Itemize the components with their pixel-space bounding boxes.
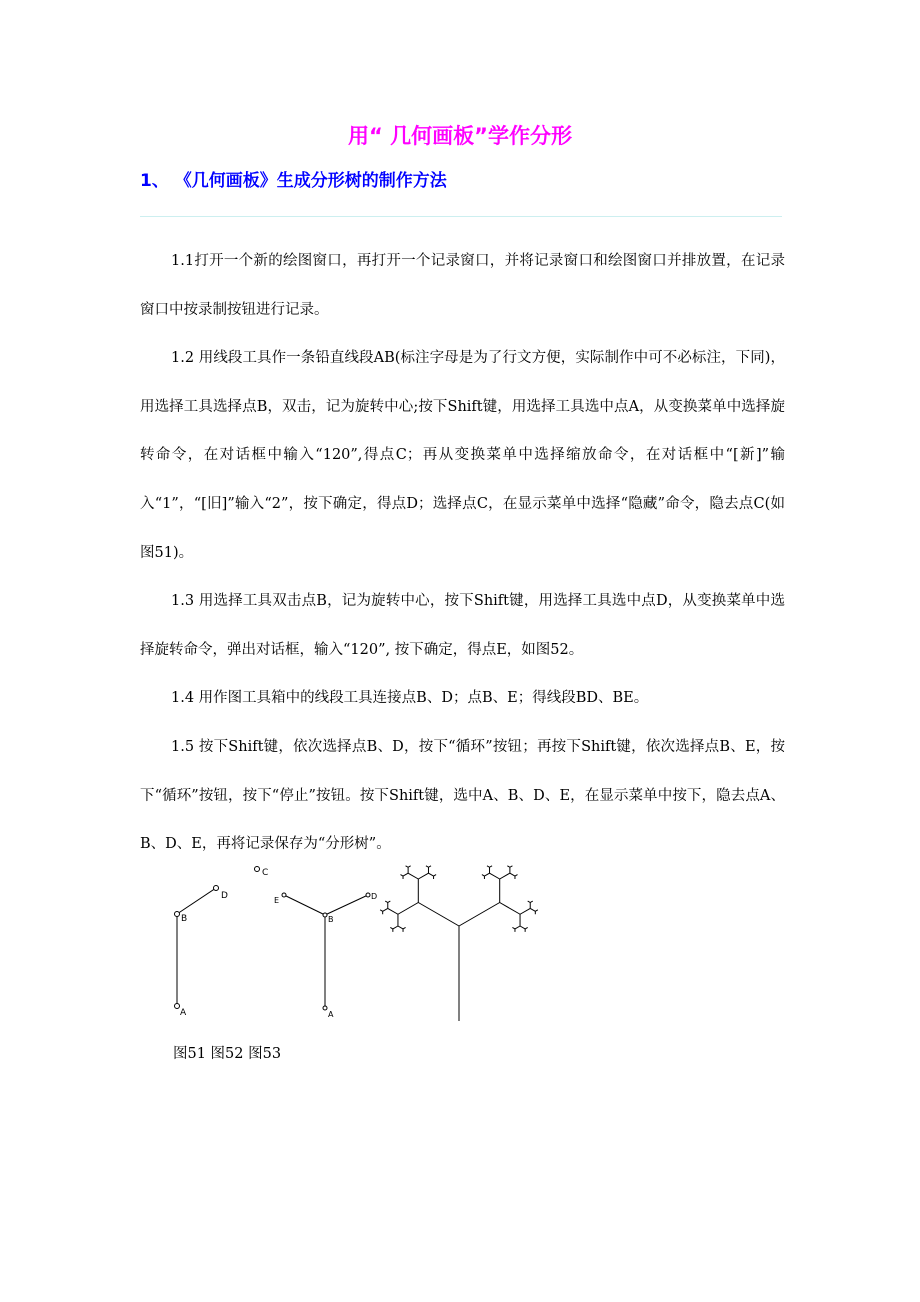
figure-area (160, 858, 560, 1028)
tree-branch (403, 873, 408, 876)
tree-branch (418, 903, 459, 927)
tree-branch (426, 866, 429, 867)
tree-branch (390, 927, 393, 928)
figure-caption: 图51 图52 图53 (173, 1046, 282, 1062)
tree-branch (490, 873, 500, 879)
figure-51 (175, 886, 219, 1009)
paragraph-1-5: 1.5 按下Shift键，依次选择点B、D，按下“循环”按钮；再按下Shift键，依次选择点B、E，按下“循环”按钮，按下“停止”按钮。按下Shift键，选中A、B、D、E，在显示菜单中按下，隐去点A、B、D、E，再将记录保存为“分形树”。 (140, 738, 785, 853)
tree-branch (487, 866, 490, 867)
tree-branch (393, 926, 398, 929)
label-e-52: E (274, 896, 280, 905)
figure-53-fractal-tree (380, 866, 538, 1021)
tree-branch (500, 903, 520, 915)
tree-branch (530, 901, 533, 902)
figures-svg (160, 858, 560, 1028)
label-d-52: D (371, 892, 378, 901)
paragraph-1-1: 1.1打开一个新的绘图窗口，再打开一个记录窗口，并将记录窗口和绘图窗口并排放置，在记录窗口中按录制按钮进行记录。 (140, 253, 785, 318)
body-text (140, 237, 785, 869)
tree-branch (388, 908, 398, 914)
tree-branch (515, 926, 520, 929)
point-d (214, 886, 219, 891)
point-a (175, 1004, 180, 1009)
paragraph-1-3: 1.3 用选择工具双击点B，记为旋转中心，按下Shift键，用选择工具选中点D，从变换菜单中选择旋转命令，弹出对话框，输入“120”, 按下确定，得点E，如图52。 (140, 593, 785, 658)
tree-branch (459, 903, 500, 927)
paragraph-1-2: 1.2 用线段工具作一条铅直线段AB(标注字母是为了行文方便，实际制作中可不必标注，下同)，用选择工具选择点B，双击，记为旋转中心;按下Shift键，用选择工具选中点A，从变换菜单中选择旋转命令，在对话框中输入“120”,得点C；再从变换菜单中选择缩放命令，在对话框中“[新]”输入“1”，“[旧]”输入“2”，按下确定，得点D；选择点C，在显示菜单中选择“隐藏”命令，隐去点C(如图51)。 (140, 350, 785, 561)
label-b: B (181, 914, 188, 924)
tree-branch (500, 873, 510, 879)
tree-branch (515, 875, 518, 876)
tree-branch (434, 875, 437, 876)
section-heading: 1、 《几何画板》生成分形树的制作方法 (140, 171, 447, 191)
segment-be-52 (284, 895, 325, 915)
tree-branch (507, 866, 510, 867)
tree-branch (512, 927, 515, 928)
tree-branch (510, 873, 515, 876)
label-d: D (221, 891, 228, 901)
tree-branch (535, 910, 538, 911)
tree-branch (408, 873, 418, 879)
label-a-52: A (328, 1010, 334, 1019)
paragraph-1-4: 1.4 用作图工具箱中的线段工具连接点B、D；点B、E；得线段BD、BE。 (171, 690, 649, 707)
heading-divider (140, 216, 782, 217)
tree-branch (428, 873, 433, 876)
tree-branch (418, 873, 428, 879)
point-b-52 (323, 913, 327, 917)
tree-branch (380, 910, 383, 911)
segment-bd (177, 888, 216, 914)
segment-bd-52 (325, 895, 368, 915)
tree-branch (510, 866, 513, 867)
point-b (175, 912, 180, 917)
point-d-52 (366, 893, 370, 897)
label-b-52: B (328, 915, 334, 924)
document-title: 用“ 几何画板”学作分形 (348, 124, 572, 148)
tree-branch (398, 926, 403, 929)
tree-branch (385, 901, 388, 902)
tree-branch (525, 927, 528, 928)
tree-branch (400, 875, 403, 876)
point-a-52 (323, 1006, 327, 1010)
tree-branch (398, 903, 418, 915)
point-c (255, 867, 260, 872)
tree-branch (406, 866, 409, 867)
tree-branch (520, 926, 525, 929)
tree-branch (528, 901, 531, 902)
tree-branch (408, 866, 411, 867)
tree-branch (428, 866, 431, 867)
tree-branch (482, 875, 485, 876)
tree-branch (490, 866, 493, 867)
tree-branch (403, 927, 406, 928)
point-e (282, 893, 286, 897)
tree-branch (388, 901, 391, 902)
tree-branch (520, 908, 530, 914)
label-c-52: C (262, 868, 269, 878)
label-a: A (180, 1008, 187, 1018)
tree-branch (530, 908, 535, 911)
tree-branch (484, 873, 489, 876)
figure-52 (255, 867, 371, 1011)
tree-branch (383, 908, 388, 911)
